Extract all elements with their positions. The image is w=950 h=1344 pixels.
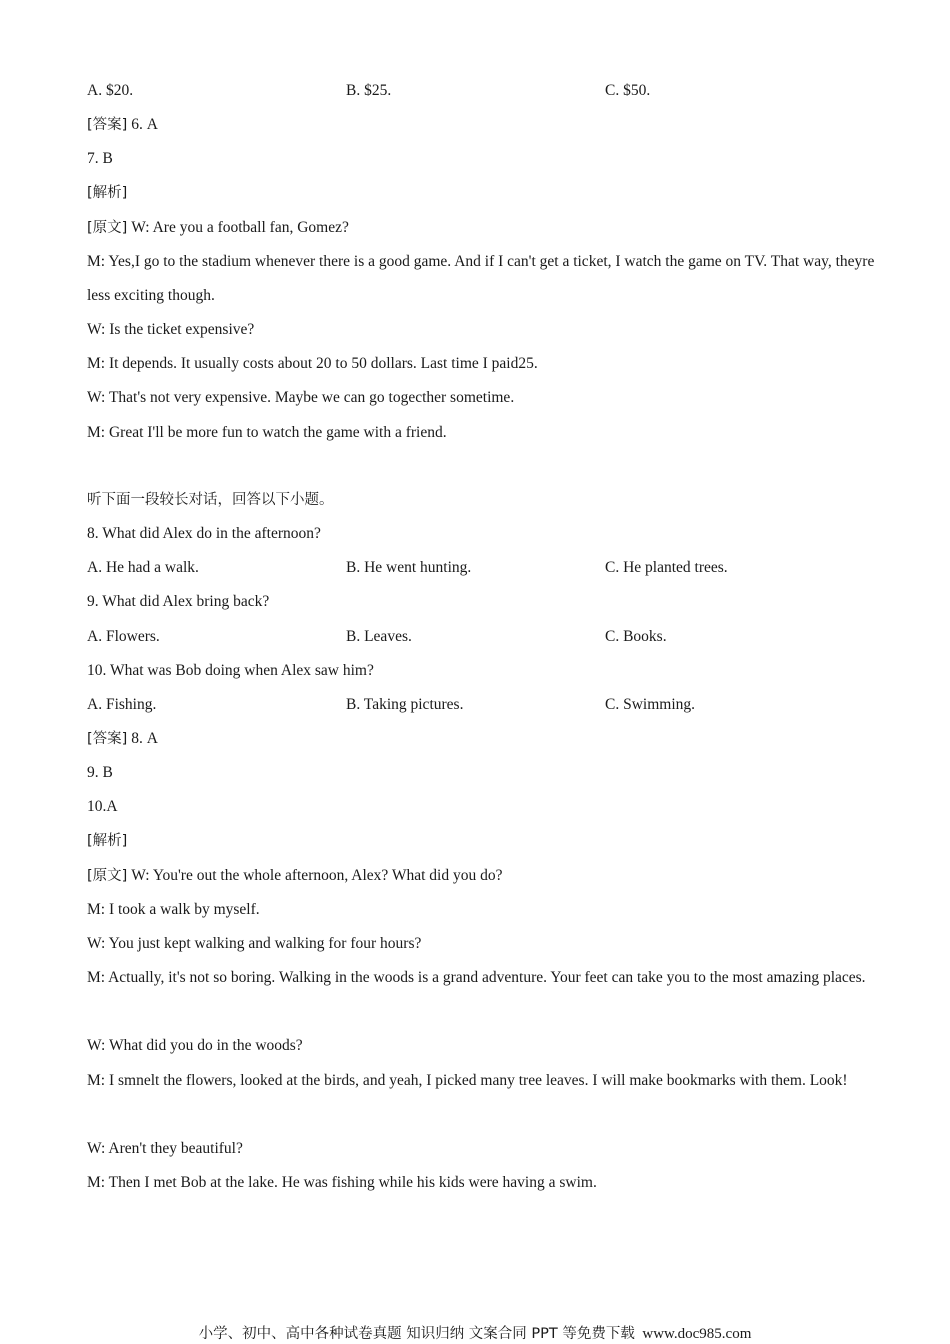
transcript-first-line — [87, 218, 349, 238]
transcript-line: M: I smnelt the flowers, looked at the birds, and yeah, I picked many tree leaves. I will make bookmarks with them. Look! — [87, 1072, 848, 1089]
transcript-line: M: Then I met Bob at the lake. He was fishing while his kids were having a swim. — [87, 1174, 597, 1191]
q8-option-b: B. He went hunting. — [346, 559, 472, 576]
answer-text: 6. A — [127, 116, 158, 133]
transcript-tag: [原文] — [87, 868, 128, 884]
q10-option-a: A. Fishing. — [87, 696, 157, 713]
transcript-text: W: You're out the whole afternoon, Alex? What did you do? — [127, 867, 503, 884]
transcript-first-line — [87, 866, 502, 886]
q10-option-b: B. Taking pictures. — [346, 696, 464, 713]
transcript-line: W: Is the ticket expensive? — [87, 321, 255, 338]
answer-tag: [答案] — [87, 731, 128, 747]
transcript-tag: [原文] — [87, 220, 128, 236]
answer-line-1 — [87, 115, 158, 135]
question-9: 9. What did Alex bring back? — [87, 593, 270, 610]
q7-option-a: A. $20. — [87, 82, 134, 99]
question-10: 10. What was Bob doing when Alex saw him? — [87, 662, 374, 679]
page-footer — [0, 1324, 950, 1344]
transcript-line: W: Aren't they beautiful? — [87, 1140, 243, 1157]
q9-option-c: C. Books. — [605, 628, 667, 645]
q8-option-a: A. He had a walk. — [87, 559, 199, 576]
transcript-line: M: It depends. It usually costs about 20 to 50 dollars. Last time I paid25. — [87, 355, 538, 372]
transcript-line: M: I took a walk by myself. — [87, 901, 260, 918]
answer-text: 8. A — [127, 730, 158, 747]
answer-line-3: 10.A — [87, 798, 118, 815]
answer-line-2: 9. B — [87, 764, 113, 781]
footer-text: 小学、初中、高中各种试卷真题 知识归纳 文案合同 PPT 等免费下载 — [198, 1326, 635, 1342]
answer-line-2: 7. B — [87, 150, 113, 167]
q9-option-b: B. Leaves. — [346, 628, 412, 645]
transcript-line: W: You just kept walking and walking for four hours? — [87, 935, 422, 952]
transcript-line: W: That's not very expensive. Maybe we can go togecther sometime. — [87, 389, 515, 406]
analysis-heading: [解析] — [87, 833, 128, 849]
answer-tag: [答案] — [87, 117, 128, 133]
transcript-line: M: Great I'll be more fun to watch the game with a friend. — [87, 424, 447, 441]
q10-option-c: C. Swimming. — [605, 696, 696, 713]
question-8: 8. What did Alex do in the afternoon? — [87, 525, 321, 542]
transcript-line: M: Actually, it's not so boring. Walking in the woods is a grand adventure. Your feet can take you to the most amazing places. — [87, 969, 866, 986]
q9-option-a: A. Flowers. — [87, 628, 160, 645]
q7-option-b: B. $25. — [346, 82, 392, 99]
answer-line-1 — [87, 729, 158, 749]
q8-option-c: C. He planted trees. — [605, 559, 728, 576]
footer-link[interactable]: www.doc985.com — [642, 1326, 752, 1342]
analysis-heading: [解析] — [87, 185, 128, 201]
transcript-line: M: Yes,I go to the stadium whenever there is a good game. And if I can't get a ticket, I watch the game on TV. That way, theyre less exciting though. — [87, 253, 875, 304]
transcript-line: W: What did you do in the woods? — [87, 1037, 303, 1054]
q7-option-c: C. $50. — [605, 82, 651, 99]
section-intro: 听下面一段较长对话，回答以下小题。 — [87, 492, 334, 508]
transcript-text: W: Are you a football fan, Gomez? — [127, 219, 349, 236]
